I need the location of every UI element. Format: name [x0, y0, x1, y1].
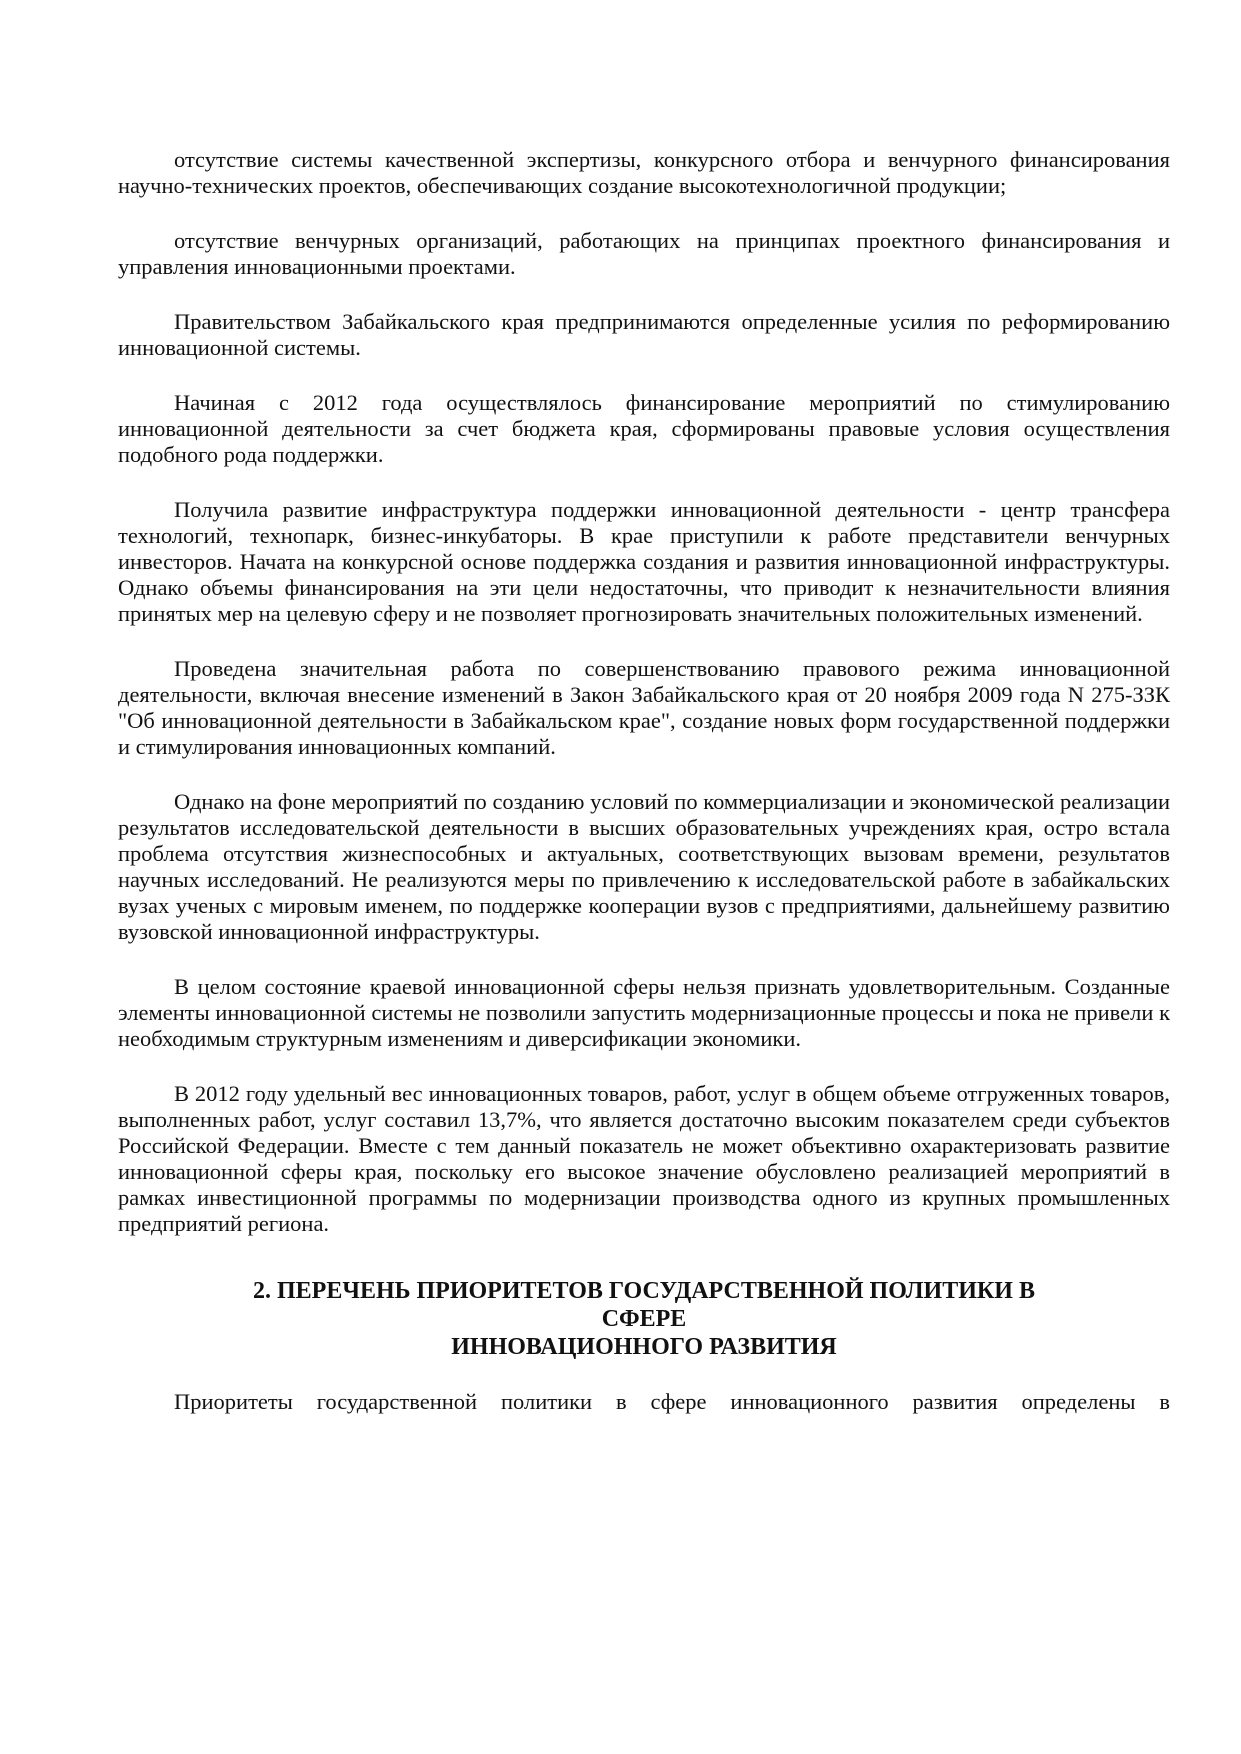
- paragraph: Правительством Забайкальского края предпринимаются определенные усилия по реформированию инновационной системы.: [118, 309, 1170, 360]
- paragraph: отсутствие системы качественной экспертизы, конкурсного отбора и венчурного финансирования научно-технических проектов, обеспечивающих создание высокотехнологичной продукции;: [118, 147, 1170, 198]
- document-page: [118, 147, 1170, 1444]
- section-heading-line: 2. ПЕРЕЧЕНЬ ПРИОРИТЕТОВ ГОСУДАРСТВЕННОЙ ПОЛИТИКИ В: [253, 1278, 1035, 1304]
- paragraph: Проведена значительная работа по совершенствованию правового режима инновационной деятельности, включая внесение изменений в Закон Забайкальского края от 20 ноября 2009 года N 275-ЗЗК "Об инновационной деятельности в Забайкальском крае", создание новых форм государственной поддержки и стимулирования инновационных компаний.: [118, 656, 1170, 759]
- paragraph: Получила развитие инфраструктура поддержки инновационной деятельности - центр трансфера технологий, технопарк, бизнес-инкубаторы. В крае приступили к работе представители венчурных инвесторов. Начата на конкурсной основе поддержка создания и развития инновационной инфраструктуры. Однако объемы финансирования на эти цели недостаточны, что приводит к незначительности влияния принятых мер на целевую сферу и не позволяет прогнозировать значительных положительных изменений.: [118, 497, 1170, 626]
- paragraph: Приоритеты государственной политики в сфере инновационного развития определены в: [174, 1389, 1170, 1414]
- paragraph: В целом состояние краевой инновационной сферы нельзя признать удовлетворительным. Созданные элементы инновационной системы не позволили запустить модернизационные процессы и пока не привели к необходимым структурным изменениям и диверсификации экономики.: [118, 974, 1170, 1051]
- section-heading: [118, 1277, 1170, 1361]
- paragraph: отсутствие венчурных организаций, работающих на принципах проектного финансирования и управления инновационными проектами.: [118, 228, 1170, 279]
- paragraph: Начиная с 2012 года осуществлялось финансирование мероприятий по стимулированию инновационной деятельности за счет бюджета края, сформированы правовые условия осуществления подобного рода поддержки.: [118, 390, 1170, 467]
- paragraph: Однако на фоне мероприятий по созданию условий по коммерциализации и экономической реализации результатов исследовательской деятельности в высших образовательных учреждениях края, остро встала проблема отсутствия жизнеспособных и актуальных, соответствующих вызовам времени, результатов научных исследований. Не реализуются меры по привлечению к исследовательской работе в забайкальских вузах ученых с мировым именем, по поддержке кооперации вузов с предприятиями, дальнейшему развитию вузовской инновационной инфраструктуры.: [118, 789, 1170, 944]
- paragraph: В 2012 году удельный вес инновационных товаров, работ, услуг в общем объеме отгруженных товаров, выполненных работ, услуг составил 13,7%, что является достаточно высоким показателем среди субъектов Российской Федерации. Вместе с тем данный показатель не может объективно охарактеризовать развитие инновационной сферы края, поскольку его высокое значение обусловлено реализацией мероприятий в рамках инвестиционной программы по модернизации производства одного из крупных промышленных предприятий региона.: [118, 1081, 1170, 1236]
- section-heading-line: СФЕРЕ: [601, 1306, 687, 1332]
- section-heading-line: ИННОВАЦИОННОГО РАЗВИТИЯ: [451, 1334, 837, 1360]
